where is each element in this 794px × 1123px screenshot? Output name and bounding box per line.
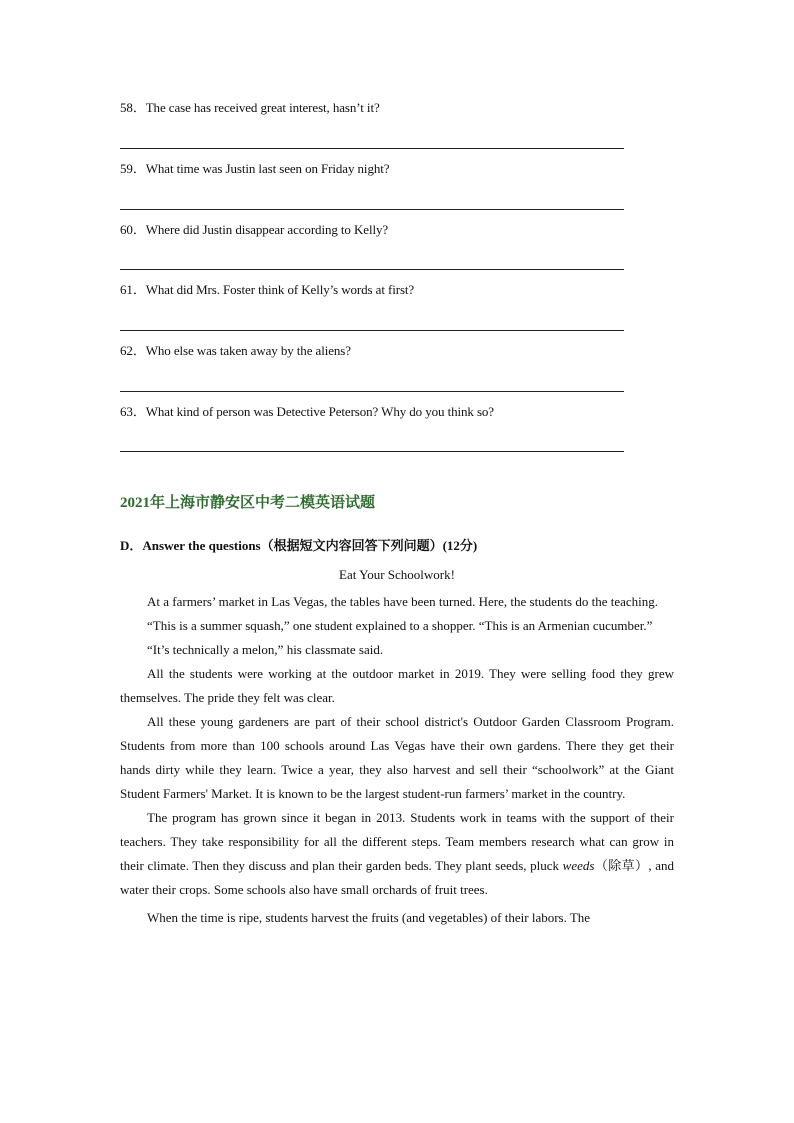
question-number: 60: [120, 222, 133, 237]
gloss: （除草）: [594, 858, 649, 873]
question-separator: ．: [132, 404, 146, 419]
section-instruction: D．Answer the questions（根据短文内容回答下列问题）(12分): [120, 538, 478, 553]
answer-line[interactable]: [120, 209, 624, 210]
answer-line[interactable]: [120, 391, 624, 392]
question-text: Who else was taken away by the aliens?: [145, 343, 351, 358]
question-separator: ．: [132, 222, 146, 237]
question-separator: ．: [132, 161, 146, 176]
paragraph: The program has grown since it began in 2013. Students work in teams with the support of their teachers. They take responsibility for all the different steps. Team members research what can grow in their climate. Then they discuss and plan their garden beds. They plant seeds, pluck weeds（除草）, and water their crops. Some schools also have small orchards of fruit trees.: [120, 810, 674, 897]
question-number: 61: [120, 282, 133, 297]
answer-line[interactable]: [120, 269, 624, 270]
question-number: 63: [120, 404, 133, 419]
question-59: [120, 161, 389, 177]
question-number: 58: [120, 100, 133, 115]
question-62: [120, 343, 351, 359]
paragraph: All the students were working at the outdoor market in 2019. They were selling food they grew themselves. The pride they felt was clear.: [120, 666, 674, 705]
question-58: [120, 100, 380, 116]
question-text: What did Mrs. Foster think of Kelly’s words at first?: [145, 282, 415, 297]
article-body: [120, 590, 674, 934]
question-number: 62: [120, 343, 133, 358]
question-separator: ．: [132, 100, 146, 115]
answer-line[interactable]: [120, 451, 624, 452]
paragraph: “This is a summer squash,” one student explained to a shopper. “This is an Armenian cucumber.”: [147, 618, 653, 633]
glossed-word: weeds: [562, 858, 595, 873]
question-text: Where did Justin disappear according to Kelly?: [145, 222, 389, 237]
article-title: Eat Your Schoolwork!: [339, 567, 455, 582]
question-text: What time was Justin last seen on Friday night?: [145, 161, 390, 176]
question-63: [120, 404, 494, 420]
question-text: The case has received great interest, hasn’t it?: [145, 100, 380, 115]
paragraph: At a farmers’ market in Las Vegas, the tables have been turned. Here, the students do the teaching.: [147, 594, 659, 609]
question-text: What kind of person was Detective Peterson? Why do you think so?: [145, 404, 494, 419]
paragraph: All these young gardeners are part of their school district's Outdoor Garden Classroom Program. Students from more than 100 schools around Las Vegas have their own gardens. There they get their hands dirty while they learn. Twice a year, they also harvest and sell their “schoolwork” at the Giant Student Farmers' Market. It is known to be the largest student-run farmers’ market in the country.: [120, 714, 674, 801]
paragraph: “It’s technically a melon,” his classmate said.: [147, 642, 384, 657]
section-heading: 2021年上海市静安区中考二模英语试题: [120, 495, 376, 511]
question-separator: ．: [132, 282, 146, 297]
question-number: 59: [120, 161, 133, 176]
paragraph: When the time is ripe, students harvest the fruits (and vegetables) of their labors. The: [147, 910, 591, 925]
question-separator: ．: [132, 343, 146, 358]
question-61: [120, 282, 414, 298]
question-60: [120, 222, 388, 238]
answer-line[interactable]: [120, 148, 624, 149]
answer-line[interactable]: [120, 330, 624, 331]
